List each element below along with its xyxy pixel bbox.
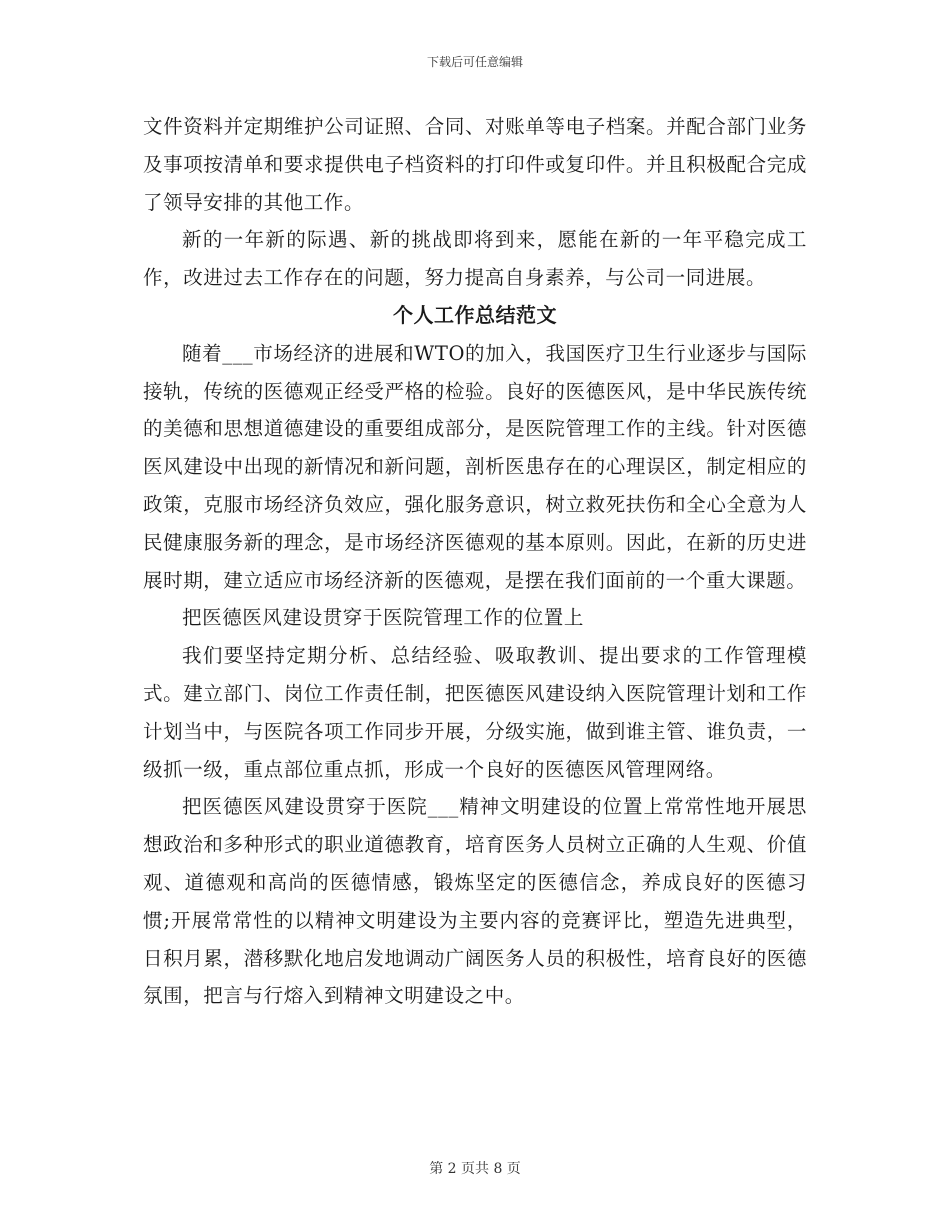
paragraph-civilization: 把医德医风建设贯穿于医院___精神文明建设的位置上常常性地开展思想政治和多种形式的职业道德教育，培育医务人员树立正确的人生观、价值观、道德观和高尚的医德情感，锻炼坚定的医德信念，养成良好的医德习惯;开展常常性的以精神文明建设为主要内容的竞赛评比，塑造先进典型，日积月累，潜移默化地启发地调动广阔医务人员的积极性，培育良好的医德氛围，把言与行熔入到精神文明建设之中。 bbox=[143, 795, 807, 1008]
section-title: 个人工作总结范文 bbox=[393, 302, 557, 327]
paragraph-subheading: 把医德医风建设贯穿于医院管理工作的位置上 bbox=[182, 606, 585, 630]
paragraph-management: 我们要坚持定期分析、总结经验、吸取教训、提出要求的工作管理模式。建立部门、岗位工作责任制，把医德医风建设纳入医院管理计划和工作计划当中，与医院各项工作同步开展，分级实施，做到谁主管、谁负责，一级抓一级，重点部位重点抓，形成一个良好的医德医风管理网络。 bbox=[143, 644, 807, 781]
paragraph-continuation: 文件资料并定期维护公司证照、合同、对账单等电子档案。并配合部门业务及事项按清单和要求提供电子档资料的打印件或复印件。并且积极配合完成了领导安排的其他工作。 bbox=[143, 115, 807, 214]
paragraph-new-year: 新的一年新的际遇、新的挑战即将到来，愿能在新的一年平稳完成工作，改进过去工作存在的问题，努力提高自身素养，与公司一同进展。 bbox=[143, 228, 807, 290]
document-body bbox=[143, 108, 807, 1015]
page-footer: 第 2 页共 8 页 bbox=[429, 1161, 521, 1177]
paragraph-intro: 随着___市场经济的进展和WTO的加入，我国医疗卫生行业逐步与国际接轨，传统的医德观正经受严格的检验。良好的医德医风，是中华民族传统的美德和思想道德建设的重要组成部分，是医院管理工作的主线。针对医德医风建设中出现的新情况和新问题，剖析医患存在的心理误区，制定相应的政策，克服市场经济负效应，强化服务意识，树立救死扶伤和全心全意为人民健康服务新的理念，是市场经济医德观的基本原则。因此，在新的历史进展时期，建立适应市场经济新的医德观，是摆在我们面前的一个重大课题。 bbox=[143, 341, 807, 592]
page-header: 下载后可任意编辑 bbox=[426, 55, 523, 69]
